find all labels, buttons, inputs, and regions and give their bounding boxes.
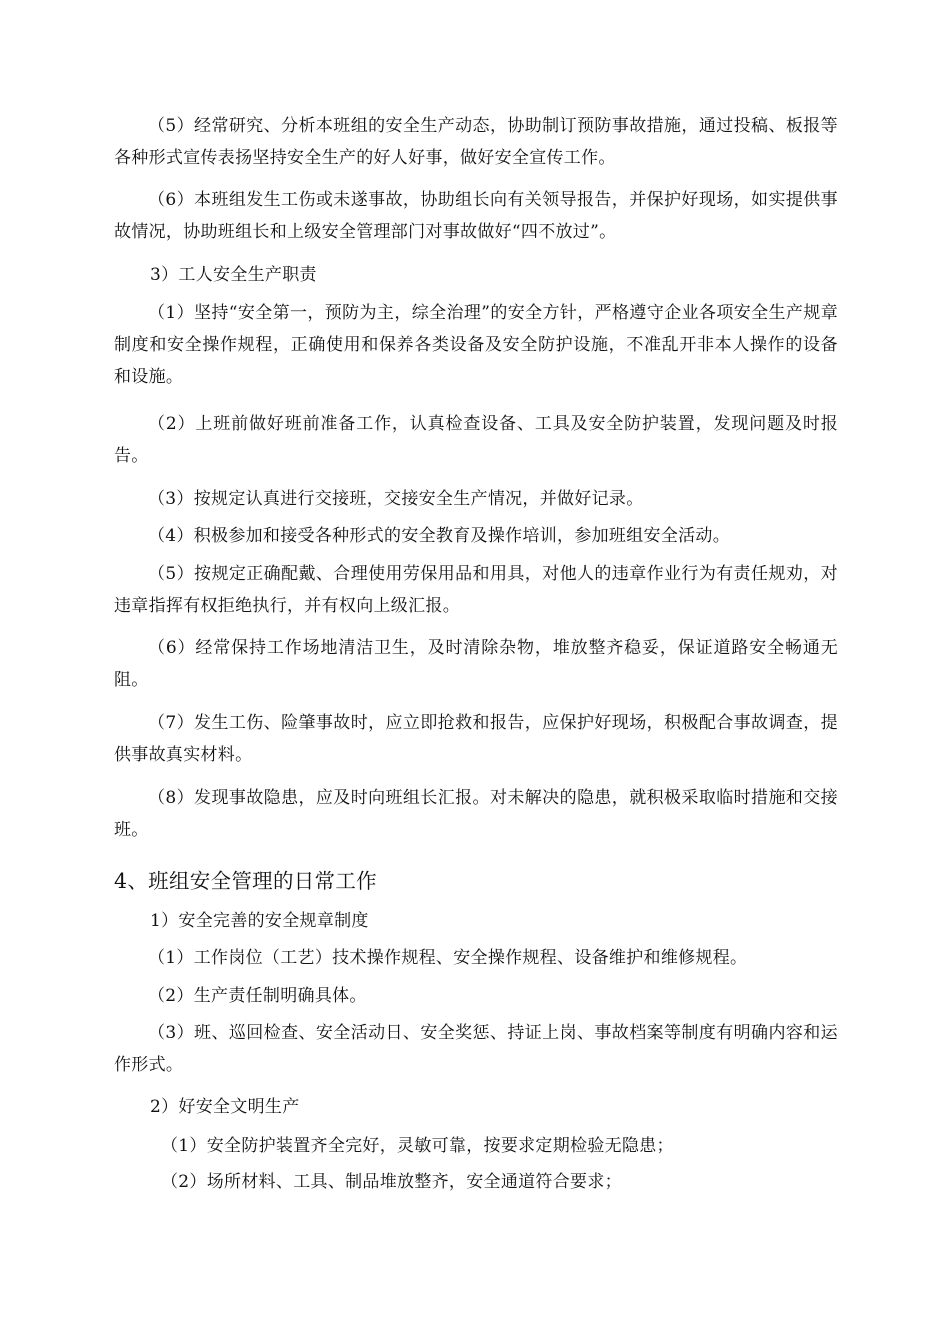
rules-subsection-title: 1）安全完善的安全规章制度 — [150, 911, 369, 931]
worker-duty-6: （6）经常保持工作场地清洁卫生，及时清除杂物，堆放整齐稳妥，保证道路安全畅通无阻。 — [114, 638, 838, 690]
worker-duty-1: （1）坚持“安全第一，预防为主，综全治理”的安全方针，严格遵守企业各项安全生产规章制度和安全操作规程，正确使用和保养各类设备及安全防护设施，不准乱开非本人操作的设备和设施。 — [114, 303, 838, 387]
worker-duties-title: 3）工人安全生产职责 — [150, 265, 317, 285]
paragraph-monitor-duty-6: （6）本班组发生工伤或未遂事故，协助组长向有关领导报告，并保护好现场，如实提供事故情况，协助班组长和上级安全管理部门对事故做好“四不放过”。 — [114, 190, 838, 242]
civilized-production-title: 2）好安全文明生产 — [150, 1097, 300, 1117]
rules-item-2: （2）生产责任制明确具体。 — [148, 986, 367, 1006]
civilized-item-2: （2）场所材料、工具、制品堆放整齐，安全通道符合要求； — [161, 1172, 622, 1192]
section-4-heading: 4、班组安全管理的日常工作 — [114, 869, 377, 893]
worker-duty-4: （4）积极参加和接受各种形式的安全教育及操作培训，参加班组安全活动。 — [148, 526, 731, 546]
worker-duty-2: （2）上班前做好班前准备工作，认真检查设备、工具及安全防护装置，发现问题及时报告。 — [114, 414, 838, 466]
worker-duty-3: （3）按规定认真进行交接班，交接安全生产情况，并做好记录。 — [148, 489, 644, 509]
worker-duty-8: （8）发现事故隐患，应及时向班组长汇报。对未解决的隐患，就积极采取临时措施和交接班。 — [114, 788, 838, 840]
civilized-item-1: （1）安全防护装置齐全完好，灵敏可靠，按要求定期检验无隐患； — [161, 1136, 674, 1156]
rules-item-1: （1）工作岗位（工艺）技术操作规程、安全操作规程、设备维护和维修规程。 — [148, 948, 748, 968]
worker-duty-7: （7）发生工伤、险肇事故时，应立即抢救和报告，应保护好现场，积极配合事故调查，提供事故真实材料。 — [114, 713, 838, 765]
worker-duty-5: （5）按规定正确配戴、合理使用劳保用品和用具，对他人的违章作业行为有责任规劝，对违章指挥有权拒绝执行，并有权向上级汇报。 — [114, 564, 838, 616]
paragraph-monitor-duty-5: （5）经常研究、分析本班组的安全生产动态，协助制订预防事故措施，通过投稿、板报等各种形式宣传表扬坚持安全生产的好人好事，做好安全宣传工作。 — [114, 116, 838, 168]
rules-item-3: （3）班、巡回检查、安全活动日、安全奖惩、持证上岗、事故档案等制度有明确内容和运作形式。 — [114, 1023, 838, 1075]
